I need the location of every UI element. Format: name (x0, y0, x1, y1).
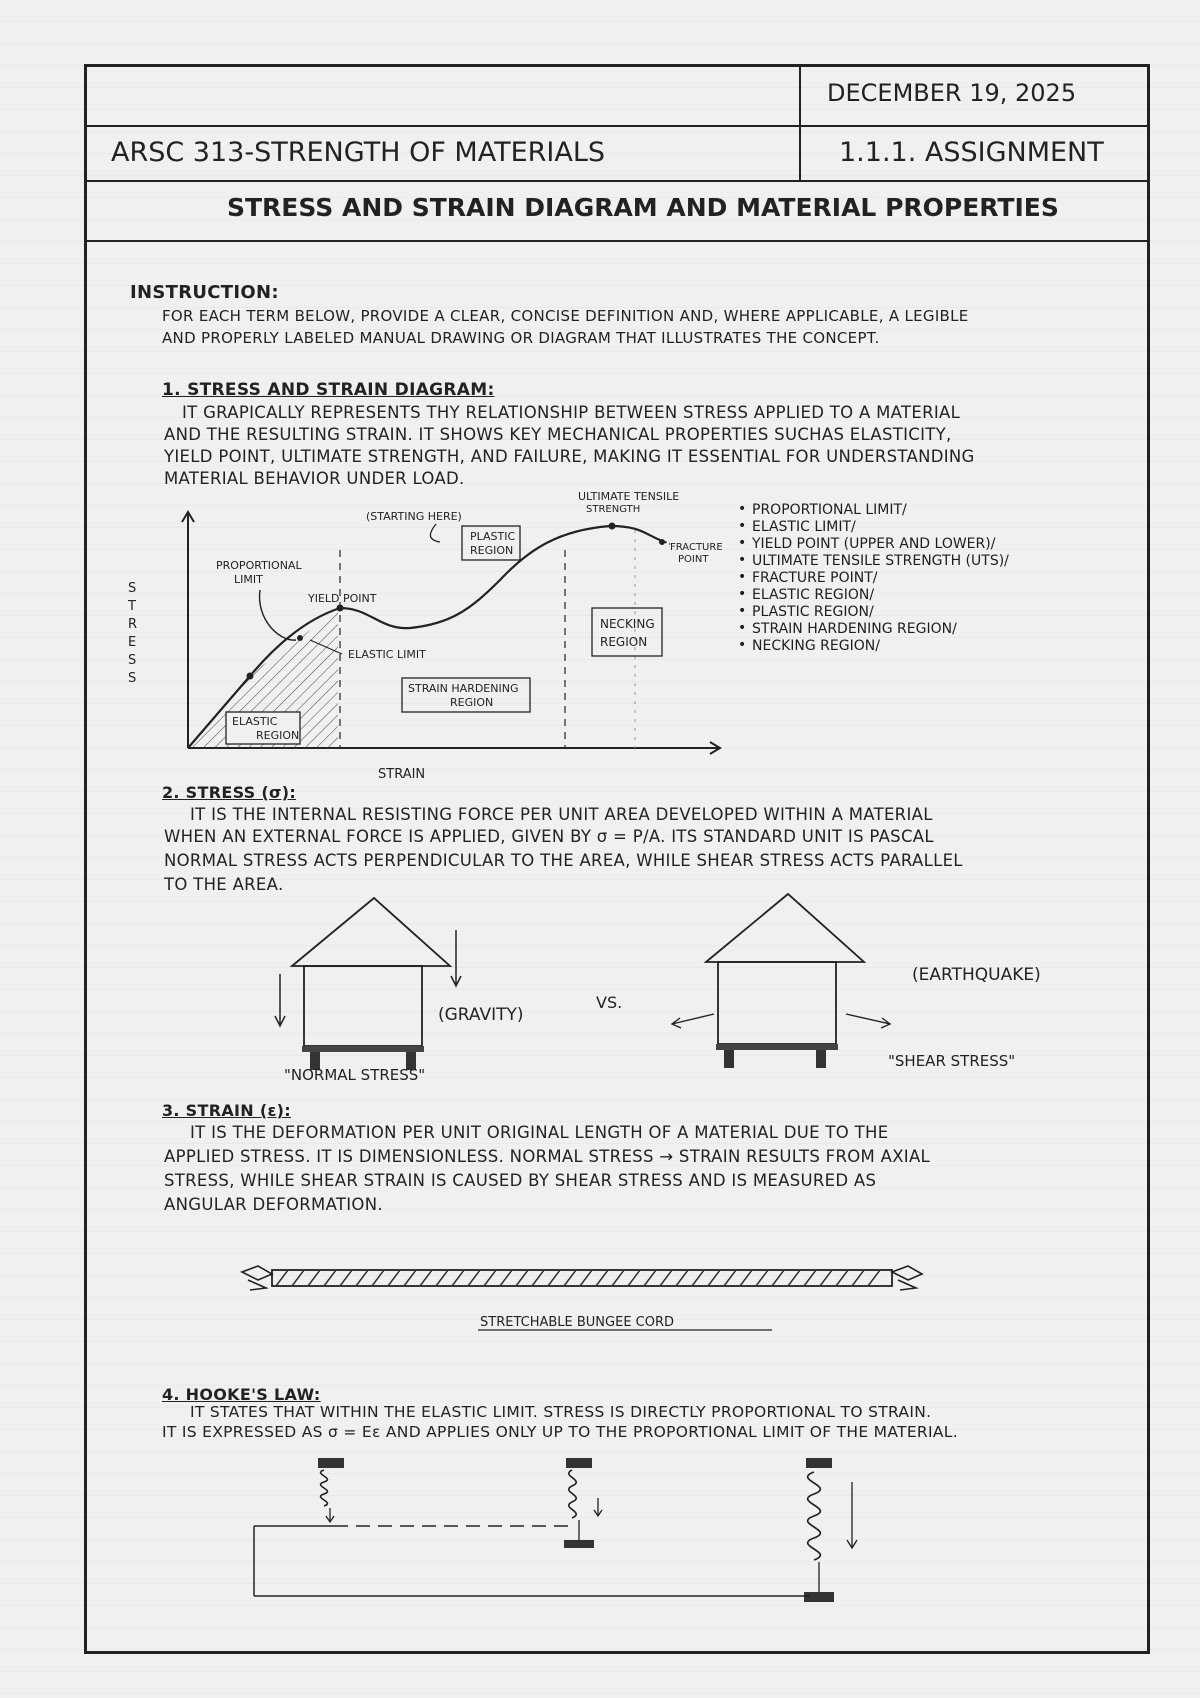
instruction-line-1: FOR EACH TERM BELOW, PROVIDE A CLEAR, CONCISE DEFINITION AND, WHERE APPLICABLE, A LEGIBLE (162, 307, 969, 325)
yield-point-marker (337, 605, 344, 612)
instruction-label: INSTRUCTION: (130, 282, 279, 303)
list-item: • NECKING REGION/ (738, 638, 1009, 655)
y-axis-letter-1: S (128, 581, 137, 596)
date-text: DECEMBER 19, 2025 (827, 79, 1077, 107)
section-3-line-3: STRESS, WHILE SHEAR STRAIN IS CAUSED BY SHEAR STRESS AND IS MEASURED AS (164, 1171, 877, 1190)
list-item: • YIELD POINT (UPPER AND LOWER)/ (738, 536, 1009, 553)
spring-loaded (564, 1458, 602, 1548)
list-item: • STRAIN HARDENING REGION/ (738, 621, 1009, 638)
normal-stress-label: "NORMAL STRESS" (284, 1066, 426, 1084)
section-3-heading: 3. STRAIN (ε): (162, 1101, 291, 1120)
elastic-limit-label: ELASTIC LIMIT (348, 648, 426, 661)
elastic-region-label-1: ELASTIC (232, 715, 278, 728)
proportional-limit-point (247, 673, 254, 680)
shear-stress-label: "SHEAR STRESS" (888, 1052, 1016, 1070)
house-stress-illustrations (260, 890, 1100, 1090)
fracture-label-1: FRACTURE (670, 542, 723, 553)
normal-stress-house (275, 898, 461, 1070)
bungee-caption: STRETCHABLE BUNGEE CORD (480, 1315, 675, 1330)
section-2-line-1: IT IS THE INTERNAL RESISTING FORCE PER UNIT AREA DEVELOPED WITHIN A MATERIAL (190, 805, 933, 824)
y-axis-letter-3: R (128, 617, 138, 632)
y-axis-letter-4: E (128, 635, 137, 650)
section-2-line-2: WHEN AN EXTERNAL FORCE IS APPLIED, GIVEN BY σ = P/A. ITS STANDARD UNIT IS PASCAL (164, 827, 934, 846)
header-rule-2 (87, 180, 1147, 182)
instruction-line-2: AND PROPERLY LABELED MANUAL DRAWING OR DIAGRAM THAT ILLUSTRATES THE CONCEPT. (162, 329, 880, 347)
starting-here-label: (STARTING HERE) (366, 510, 462, 523)
section-2-line-3: NORMAL STRESS ACTS PERPENDICULAR TO THE AREA, WHILE SHEAR STRESS ACTS PARALLEL (164, 851, 963, 870)
uts-point (609, 523, 616, 530)
y-axis-letter-6: S (128, 671, 137, 686)
page-title: STRESS AND STRAIN DIAGRAM AND MATERIAL PROPERTIES (227, 193, 1059, 222)
stress-strain-diagram (110, 490, 730, 790)
section-3-line-1: IT IS THE DEFORMATION PER UNIT ORIGINAL LENGTH OF A MATERIAL DUE TO THE (190, 1123, 889, 1142)
list-item: • FRACTURE POINT/ (738, 570, 1009, 587)
list-item: • ULTIMATE TENSILE STRENGTH (UTS)/ (738, 553, 1009, 570)
spring-stretched (804, 1458, 857, 1602)
section-1-line-1: IT GRAPICALLY REPRESENTS THY RELATIONSHIP BETWEEN STRESS APPLIED TO A MATERIAL (182, 403, 961, 422)
y-axis-letter-5: S (128, 653, 137, 668)
list-item: • PLASTIC REGION/ (738, 604, 1009, 621)
fracture-label-2: POINT (678, 554, 709, 565)
elastic-region-label-2: REGION (256, 729, 300, 742)
section-1-heading: 1. STRESS AND STRAIN DIAGRAM: (162, 380, 495, 400)
section-1-line-4: MATERIAL BEHAVIOR UNDER LOAD. (164, 469, 465, 488)
list-item: • ELASTIC REGION/ (738, 587, 1009, 604)
list-item: • ELASTIC LIMIT/ (738, 519, 1009, 536)
necking-label-2: REGION (600, 635, 648, 649)
section-3-line-2: APPLIED STRESS. IT IS DIMENSIONLESS. NORMAL STRESS → STRAIN RESULTS FROM AXIAL (164, 1147, 931, 1166)
gravity-label: (GRAVITY) (438, 1005, 524, 1025)
vs-label: VS. (596, 993, 623, 1012)
elastic-limit-point (297, 635, 303, 641)
section-4-heading: 4. HOOKE'S LAW: (162, 1385, 321, 1404)
strain-hardening-label-1: STRAIN HARDENING (408, 682, 519, 695)
list-item: • PROPORTIONAL LIMIT/ (738, 502, 1009, 519)
section-4-line-1: IT STATES THAT WITHIN THE ELASTIC LIMIT. STRESS IS DIRECTLY PROPORTIONAL TO STRAIN. (190, 1403, 932, 1421)
course-title: ARSC 313-STRENGTH OF MATERIALS (111, 137, 606, 168)
section-1-line-2: AND THE RESULTING STRAIN. IT SHOWS KEY MECHANICAL PROPERTIES SUCHAS ELASTICITY, (164, 425, 952, 444)
spring-unloaded (318, 1458, 344, 1522)
uts-label-1: ULTIMATE TENSILE (578, 490, 680, 503)
plastic-region-label-1: PLASTIC (470, 530, 516, 543)
bungee-cord-illustration (236, 1258, 936, 1338)
fracture-point-marker (659, 539, 665, 545)
x-axis-label: STRAIN (378, 767, 426, 782)
y-axis-letter-2: T (128, 599, 136, 614)
proportional-limit-label-2: LIMIT (234, 573, 263, 586)
necking-label-1: NECKING (600, 617, 655, 631)
property-list (738, 502, 1009, 655)
section-1-line-3: YIELD POINT, ULTIMATE STRENGTH, AND FAILURE, MAKING IT ESSENTIAL FOR UNDERSTANDING (164, 447, 975, 466)
assignment-label: 1.1.1. ASSIGNMENT (839, 137, 1104, 168)
section-3-line-4: ANGULAR DEFORMATION. (164, 1195, 383, 1214)
earthquake-label: (EARTHQUAKE) (912, 965, 1041, 985)
header-divider (799, 67, 801, 180)
shear-stress-house (672, 894, 890, 1068)
section-2-line-4: TO THE AREA. (164, 875, 284, 894)
header-rule-1 (87, 125, 1147, 127)
yield-point-label: YIELD POINT (308, 592, 377, 605)
section-2-heading: 2. STRESS (σ): (162, 783, 297, 802)
header-rule-3 (87, 240, 1147, 242)
proportional-limit-label-1: PROPORTIONAL (216, 559, 302, 572)
section-4-line-2: IT IS EXPRESSED AS σ = Eε AND APPLIES ONLY UP TO THE PROPORTIONAL LIMIT OF THE MATERIAL. (162, 1423, 958, 1441)
hookes-law-springs (240, 1452, 880, 1612)
strain-hardening-label-2: REGION (450, 696, 494, 709)
uts-label-2: STRENGTH (586, 504, 641, 515)
plastic-region-label-2: REGION (470, 544, 514, 557)
